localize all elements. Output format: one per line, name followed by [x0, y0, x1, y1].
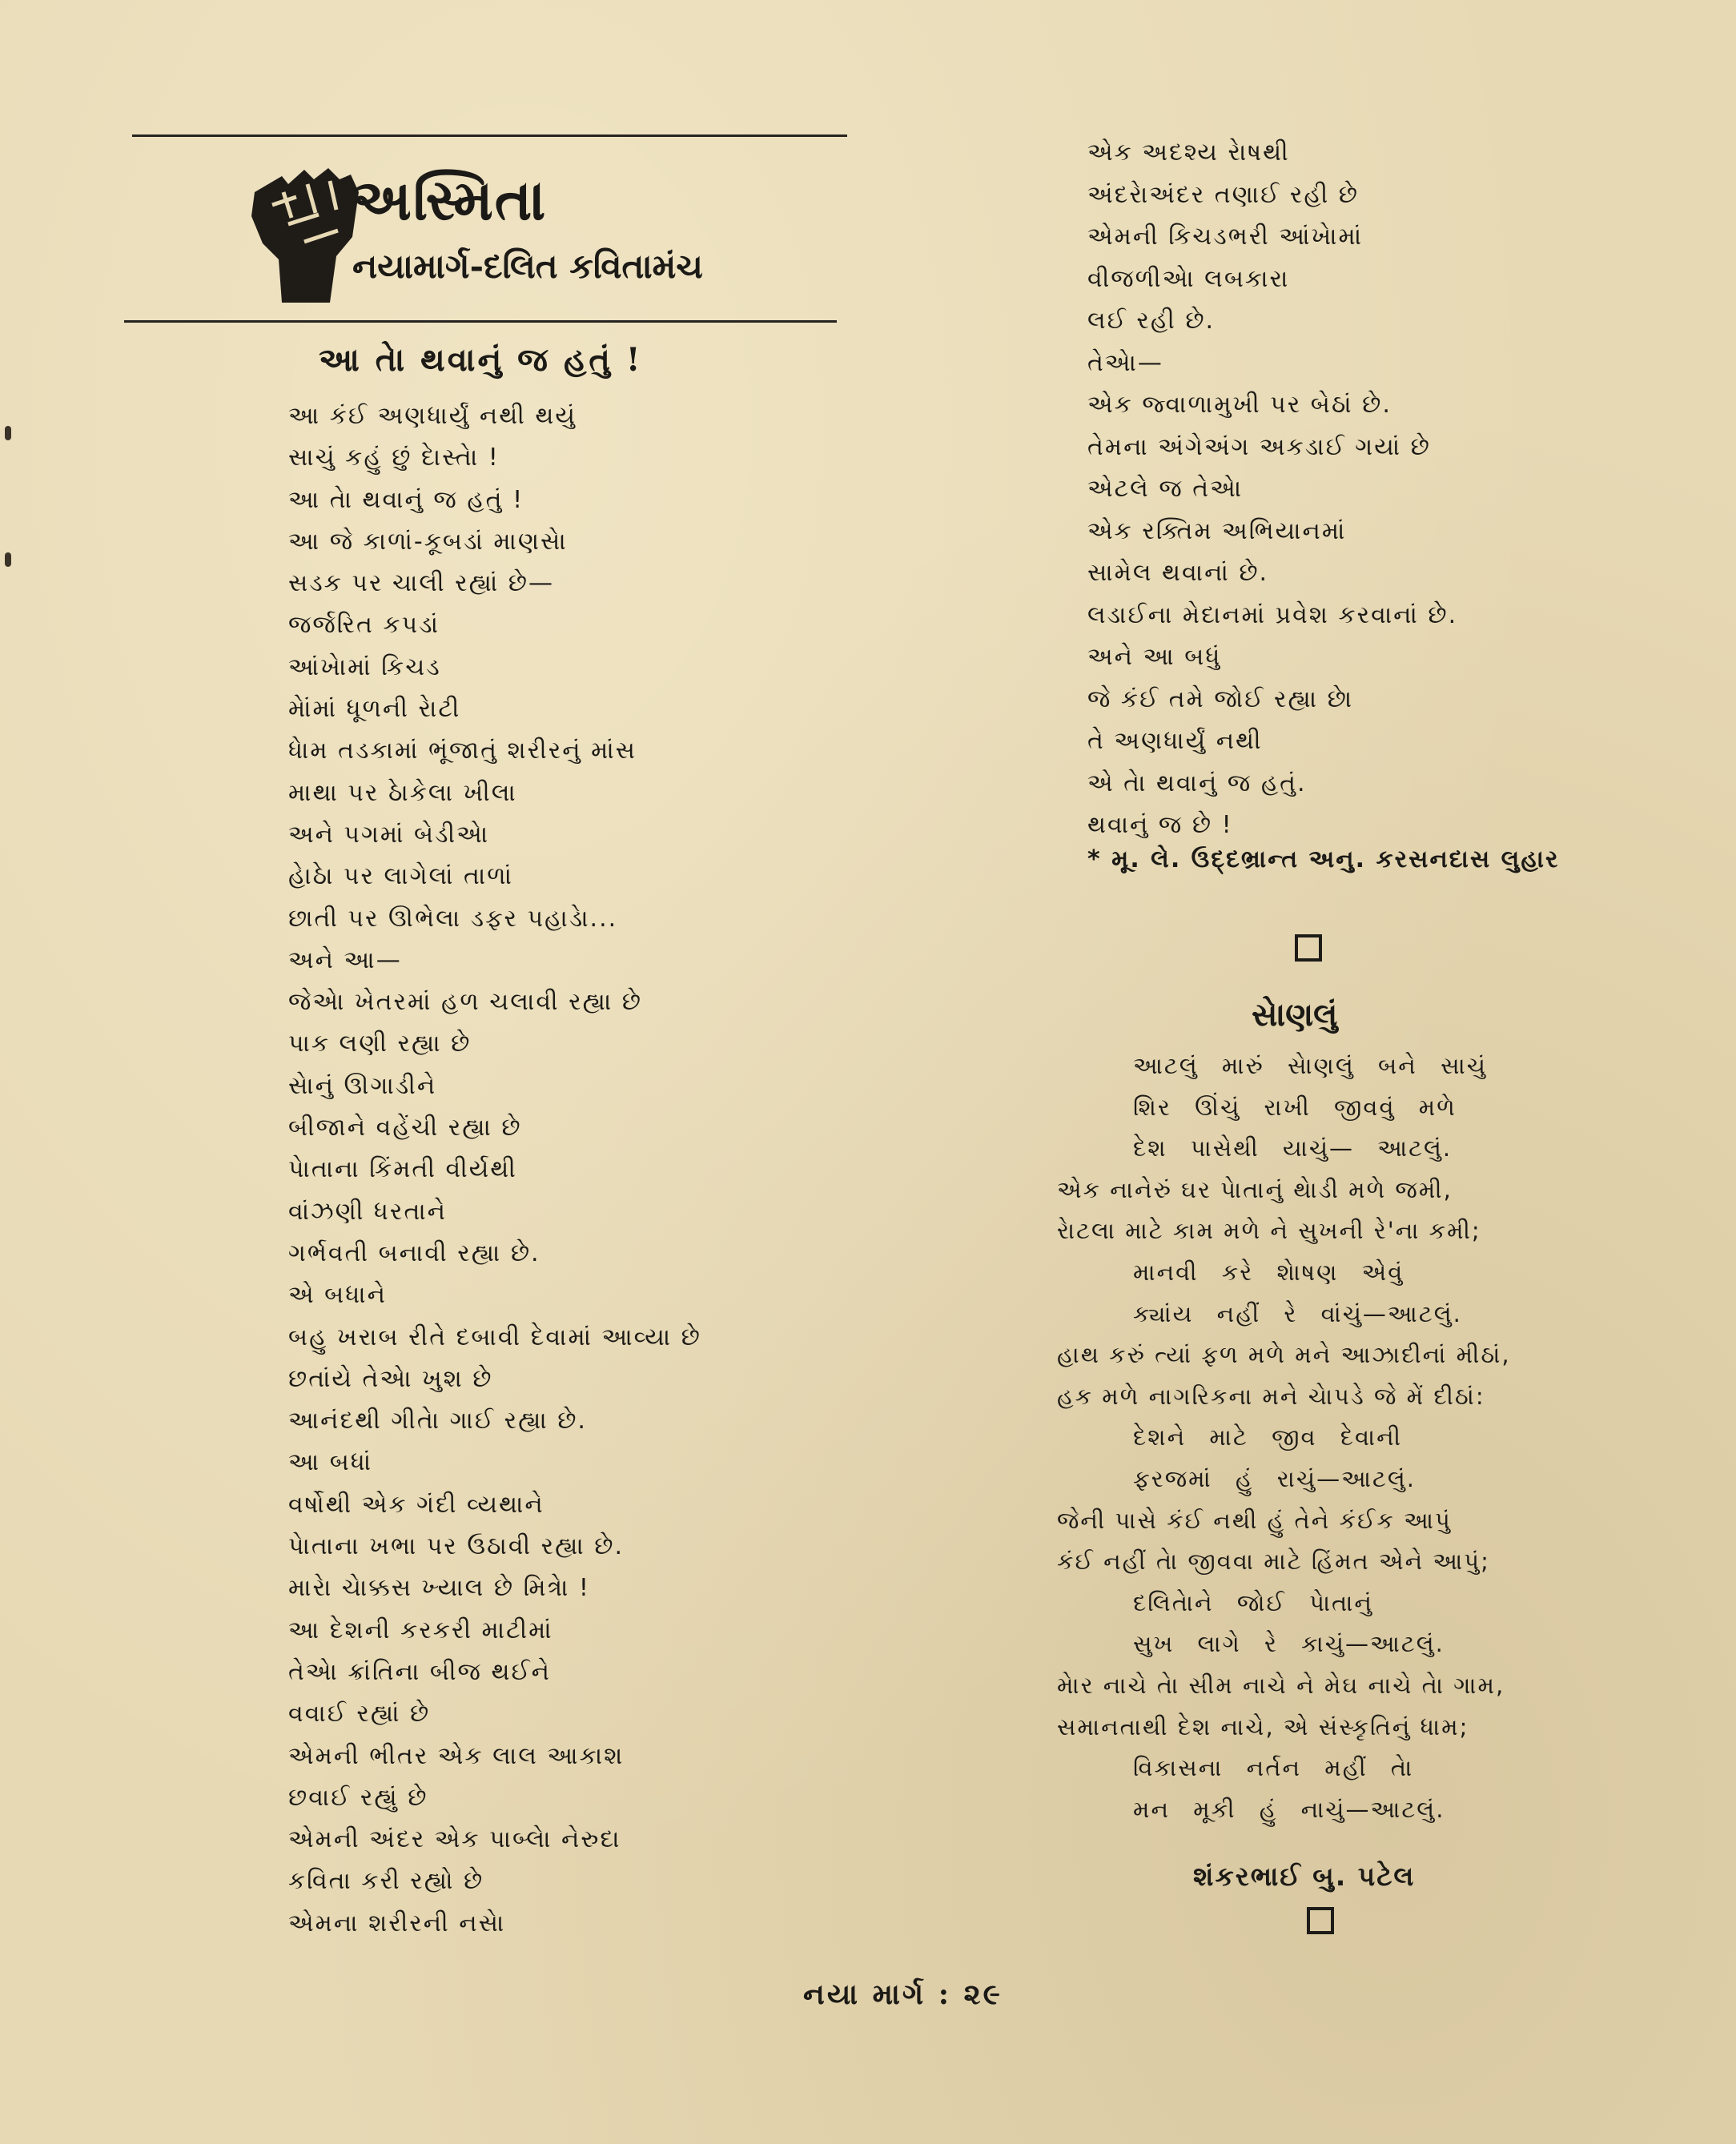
poem-line: જર્જરિત કપડાં [288, 611, 440, 640]
poem-line: આ બધાં [288, 1448, 373, 1477]
poem-lines-sonalu [1057, 1046, 1577, 1830]
poem-line: આ જે કાળાં-કૂબડાં માણસેા [288, 527, 568, 556]
page-footer: નયા માર્ગ : ૨૯ [803, 1977, 1003, 2011]
poem-line: ધેામ તડકામાં ભૂંજાતું શરીરનું માંસ [288, 737, 637, 765]
poem-line: એ બધાને [288, 1281, 387, 1310]
poem-line: લડાઈના મેદાનમાં પ્રવેશ કરવાનાં છે. [1087, 600, 1458, 629]
poem-line: છાતી પર ઊભેલા ડફર પહાડેા... [288, 904, 618, 933]
poem-title: આ તેા થવાનું જ હતું ! [319, 341, 643, 379]
poem-line: તેએા ક્રાંતિના બીજ થઈને [288, 1657, 551, 1686]
poem-line: આનંદથી ગીતેા ગાઈ રહ્યા છે. [288, 1407, 587, 1435]
poem-line: શિર ઊંચું રાખી જીવવું મળે [1133, 1093, 1457, 1121]
poem-line: આંખેામાં કિચડ [288, 652, 441, 681]
poem-line: કવિતા કરી રહ્યો છે [288, 1867, 484, 1896]
poem-author: શંકરભાઈ બુ. પટેલ [1193, 1861, 1416, 1892]
poem-line: તે અણધાર્યું નથી [1087, 727, 1263, 755]
poem-line: સડક પર ચાલી રહ્યાં છે— [288, 569, 554, 598]
poem-line: થવાનું જ છે ! [1087, 811, 1233, 839]
poem-line: બહુ ખરાબ રીતે દબાવી દેવામાં આવ્યા છે [288, 1323, 701, 1351]
brand-title: અસ્મિતા [352, 167, 548, 233]
poem-line: માથા પર ઠેાકેલા ખીલા [288, 778, 517, 807]
poem-line: અને આ બધું [1087, 643, 1222, 671]
poem-line: વીજળીએા લબકારા [1087, 264, 1290, 293]
poem-line: સમાનતાથી દેશ નાચે, એ સંસ્કૃતિનું ધામ; [1057, 1712, 1469, 1740]
top-rule [132, 135, 847, 137]
poem-line: જેએા ખેતરમાં હળ ચલાવી રહ્યા છે [288, 988, 642, 1017]
brand-subtitle: નયામાર્ગ-દલિત કવિતામંચ [352, 247, 703, 286]
poem-line: હાથ કરું ત્યાં ફળ મળે મને આઝાદીનાં મીઠાં, [1057, 1341, 1511, 1369]
poem-line: આટલું મારું સેાણલું બને સાચું [1133, 1052, 1487, 1079]
poem-line: એમની ભીતર એક લાલ આકાશ [288, 1741, 625, 1770]
poem-line: લઈ રહી છે. [1087, 307, 1216, 335]
poem-line: એક જ્વાળામુખી પર બેઠાં છે. [1087, 391, 1392, 419]
poem-line: ફરજમાં હું રાચું—આટલું. [1133, 1464, 1416, 1492]
poem-line: માનવી કરે શેાષણ એવું [1133, 1258, 1404, 1286]
poem-line: એમની કિચડભરી આંખેામાં [1087, 223, 1364, 251]
column-header [240, 160, 801, 312]
poem-line: ક્યાંય નહીં રે વાંચું—આટલું. [1133, 1299, 1462, 1327]
poem-line: તેમના અંગેઅંગ અકડાઈ ગયાં છે [1087, 432, 1431, 461]
poem-line: એટલે જ તેએા [1087, 475, 1244, 503]
poem-line: હેાઠેા પર લાગેલાં તાળાં [288, 862, 514, 891]
poem-line: એ તેા થવાનું જ હતું. [1087, 769, 1307, 797]
poem-line: દેશને માટે જીવ દેવાની [1133, 1423, 1403, 1451]
poem-line: પાક લણી રહ્યા છે [288, 1030, 472, 1058]
poem-line: આ કંઈ અણધાર્યું નથી થયું [288, 402, 577, 430]
poem-title-sonalu: સેાણલું [1252, 996, 1338, 1034]
poem-line: તેએા— [1087, 348, 1163, 377]
poem-line: જે કંઈ તમે જોઈ રહ્યા છેા [1087, 685, 1354, 713]
poem-line: આ દેશની કરકરી માટીમાં [288, 1616, 553, 1644]
edge-mark [5, 426, 11, 440]
poem-line: ગર્ભવતી બનાવી રહ્યા છે. [288, 1239, 540, 1267]
poem-line: આ તેા થવાનું જ હતું ! [288, 485, 524, 514]
poem-line: એમની અંદર એક પાબ્લેા નેરુદા [288, 1825, 621, 1854]
poem-line: સાચું કહું છું દેાસ્તેા ! [288, 444, 500, 472]
poem-line: એમના શરીરની નસેા [288, 1909, 506, 1937]
poem-line: રેાટલા માટે કામ મળે ને સુખની રે'ના કમી; [1057, 1217, 1481, 1245]
poem-line: વાંઝણી ધરતાને [288, 1197, 448, 1226]
poem-line: એક અદશ્ય રેાષથી [1087, 139, 1290, 167]
poem-line: મેાર નાચે તેા સીમ નાચે ને મેઘ નાચે તેા ગામ, [1057, 1671, 1505, 1699]
poem-line: વિકાસના નર્તન મહીં તેા [1133, 1754, 1414, 1782]
poem-line: અને પગમાં બેડીએા [288, 820, 490, 849]
poem-line: મન મૂકી હું નાચું—આટલું. [1133, 1795, 1445, 1823]
poem-line: મેાંમાં ધૂળની રેાટી [288, 695, 461, 724]
poem-line: હક મળે નાગરિકના મને ચેાપડે જે મેં દીઠાં: [1057, 1382, 1485, 1410]
raised-fist-icon [240, 160, 360, 304]
poem-credit: * મૂ. લે. ઉદ્દભ્રાન્ત અનુ. કરસનદાસ લુહાર [1087, 845, 1560, 873]
poem-line: કંઈ નહીં તેા જીવવા માટે હિંમત એને આપું; [1057, 1548, 1490, 1576]
poem-line: મારેા ચેાક્કસ ખ્યાલ છે મિત્રેા ! [288, 1574, 590, 1603]
poem-line: અંદરેાઅંદર તણાઈ રહી છે [1087, 180, 1359, 209]
poem-line: સામેલ થવાનાં છે. [1087, 559, 1269, 587]
header-bottom-rule [124, 320, 837, 323]
poem-line: સુખ લાગે રે કાચું—આટલું. [1133, 1630, 1445, 1658]
poem-line: સેાનું ઊગાડીને [288, 1071, 437, 1100]
poem-line: બીજાને વહેંચી રહ્યા છે [288, 1114, 522, 1142]
poem-line: એક નાનેરું ઘર પેાતાનું થેાડી મળે જમી, [1057, 1175, 1453, 1203]
poem-lines-left [288, 395, 701, 1945]
poem-line: છવાઈ રહ્યું છે [288, 1783, 428, 1812]
poem-line: વર્ષોથી એક ગંદી વ્યથાને [288, 1490, 545, 1519]
poem-line: પેાતાના ખભા પર ઉઠાવી રહ્યા છે. [288, 1532, 625, 1561]
edge-mark [5, 552, 11, 567]
poem-lines-continued [1087, 132, 1457, 847]
poem-line: દેશ પાસેથી યાચું— આટલું. [1133, 1134, 1453, 1162]
poem-line: પેાતાના કિંમતી વીર્યથી [288, 1155, 517, 1184]
poem-line: છતાંયે તેએા ખુશ છે [288, 1364, 493, 1393]
section-divider-box [1307, 1907, 1334, 1934]
poem-line: અને આ— [288, 946, 402, 974]
poem-line: જેની પાસે કંઈ નથી હું તેને કંઈક આપું [1057, 1506, 1452, 1534]
poem-line: વવાઈ રહ્યાં છે [288, 1700, 431, 1728]
poem-line: દલિતેાને જોઈ પેાતાનું [1133, 1588, 1373, 1616]
section-divider-box [1295, 934, 1322, 962]
poem-line: એક રક્તિમ અભિયાનમાં [1087, 516, 1347, 545]
